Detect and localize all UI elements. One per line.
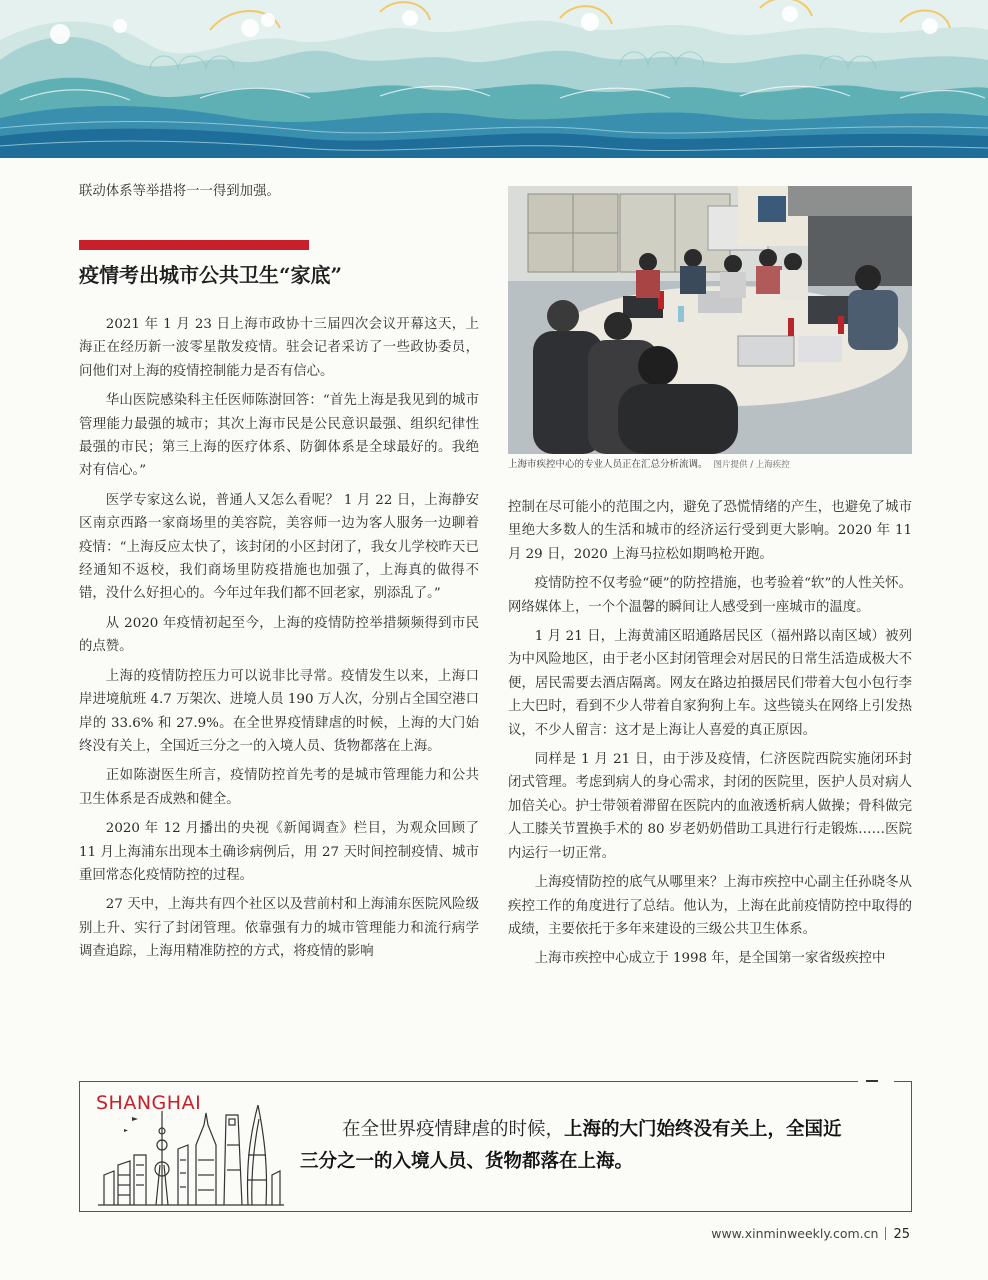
quote-box-gap xyxy=(858,1076,894,1088)
paragraph: 从 2020 年疫情初起至今，上海的疫情防控举措频频得到市民的点赞。 xyxy=(79,615,479,655)
caption-text: 上海市疾控中心的专业人员正在汇总分析流调。 xyxy=(508,459,708,470)
paragraph: 医学专家这么说，普通人又怎么看呢？ 1 月 22 日，上海静安区南京西路一家商场里的美容院，美容师一边为客人服务一边聊着疫情：“上海反应太快了，该封闭的小区封闭了，我女儿学校昨天已经通知不返校，我们商场里防疫措施也加强了，上海真的做得不错，没什么好担心的。今年过年我们都不回老家，别添乱了。” xyxy=(79,492,479,602)
intro-line: 联动体系等举措将一一得到加强。 xyxy=(79,184,280,199)
paragraph: 正如陈澍医生所言，疫情防控首先考的是城市管理能力和公共卫生体系是否成熟和健全。 xyxy=(79,768,479,807)
paragraph: 同样是 1 月 21 日，由于涉及疫情，仁济医院西院实施闭环封闭式管理。考虑到病人的身心需求，封闭的医院里，医护人员对病人加倍关心。护士带领着滞留在医院内的血液透析病人做操；骨科做完人工膝关节置换手术的 80 岁老奶奶借助工具进行行走锻炼……医院内运行一切正常。 xyxy=(508,752,912,861)
paragraph: 2020 年 12 月播出的央视《新闻调查》栏目，为观众回顾了 11 月上海浦东出现本土确诊病例后，用 27 天时间控制疫情、城市重回常态化疫情防控的过程。 xyxy=(79,821,479,883)
pull-quote-line-1 xyxy=(300,1114,890,1146)
header-wave-illustration xyxy=(0,0,988,158)
section-title: 疫情考出城市公共卫生“家底” xyxy=(79,263,343,287)
paragraph: 华山医院感染科主任医师陈澍回答：“首先上海是我见到的城市管理能力最强的城市；其次上海市民是公民意识最强、组织纪律性最强的市民；第三上海的医疗体系、防御体系是全球最好的。我绝对有信心。” xyxy=(79,393,479,479)
page-number: 25 xyxy=(893,1227,910,1242)
quote-lead: 在全世界疫情肆虐的时候， xyxy=(342,1119,565,1140)
photo-credit: 图片提供 / 上海疾控 xyxy=(713,460,790,470)
shanghai-label: SHANGHAI xyxy=(96,1092,202,1114)
quote-bold-1: 上海的大门始终没有关上，全国近 xyxy=(564,1119,842,1140)
paragraph: 27 天中，上海共有四个社区以及营前村和上海浦东医院风险级别上升、实行了封闭管理。依靠强有力的城市管理能力和流行病学调查追踪，上海用精准防控的方式，将疫情的影响 xyxy=(79,897,479,960)
shanghai-skyline-icon xyxy=(96,1105,286,1209)
paragraph: 上海市疾控中心成立于 1998 年，是全国第一家省级疾控中 xyxy=(534,951,886,967)
section-title-bar xyxy=(79,240,309,250)
photo-illustration xyxy=(508,186,912,454)
footer-url[interactable]: www.xinminweekly.com.cn xyxy=(711,1226,879,1241)
pull-quote-text xyxy=(300,1114,890,1178)
footer-separator xyxy=(885,1227,886,1240)
paragraph: 1 月 21 日，上海黄浦区昭通路居民区（福州路以南区域）被列为中风险地区，由于老小区封闭管理会对居民的日常生活造成极大不便，居民需要去酒店隔离。网友在路边拍摄居民们带着大包小包行李上大巴时，看到不少人带着自家狗狗上车。这些镜头在网络上引发热议，不少人留言：这才是上海让人喜爱的真正原因。 xyxy=(508,629,912,738)
quote-bold-2: 三分之一的入境人员、货物都落在上海。 xyxy=(300,1151,634,1172)
paragraph: 上海的疫情防控压力可以说非比寻常。疫情发生以来，上海口岸进境航班 4.7 万架次、进境人员 190 万人次，分别占全国空港口岸的 33.6% 和 27.9%。在全世界疫情肆虐的时候，上海的大门始终没有关上，全国近三分之一的入境人员、货物都落在上海。 xyxy=(79,668,479,754)
wave-pattern xyxy=(0,0,988,158)
paragraph: 2021 年 1 月 23 日上海市政协十三届四次会议开幕这天，上海正在经历新一波零星散发疫情。驻会记者采访了一些政协委员，问他们对上海的疫情控制能力是否有信心。 xyxy=(79,317,479,379)
photo-caption xyxy=(508,458,912,472)
right-column xyxy=(508,496,912,971)
page-footer xyxy=(711,1226,910,1242)
left-column-body xyxy=(79,313,479,964)
paragraph: 控制在尽可能小的范围之内，避免了恐慌情绪的产生，也避免了城市里绝大多数人的生活和城市的经济运行受到更大影响。2020 年 11 月 29 日，2020 上海马拉松如期鸣枪开跑。 xyxy=(508,500,912,562)
paragraph: 上海疫情防控的底气从哪里来？上海市疾控中心副主任孙晓冬从疾控工作的角度进行了总结。他认为，上海在此前疫情防控中取得的成绩，主要依托于多年来建设的三级公共卫生体系。 xyxy=(508,875,912,937)
cdc-meeting-photo xyxy=(508,186,912,454)
left-column xyxy=(79,180,479,203)
paragraph: 疫情防控不仅考验“硬”的防控措施，也考验着“软”的人性关怀。网络媒体上，一个个温馨的瞬间让人感受到一座城市的温度。 xyxy=(508,576,912,615)
quote-box-dash xyxy=(866,1080,878,1082)
